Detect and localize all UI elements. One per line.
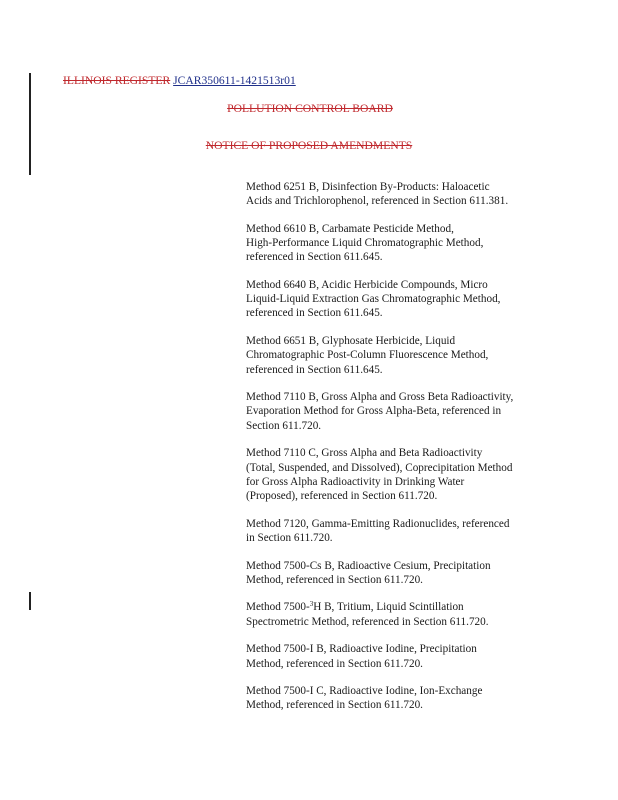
method-line: referenced in Section 611.645.: [246, 307, 383, 320]
method-line: Method, referenced in Section 611.720.: [246, 657, 423, 670]
change-bar-middle: [29, 592, 31, 610]
method-entry: [246, 446, 546, 503]
method-entry: [246, 642, 546, 670]
register-header: [63, 74, 296, 88]
method-line: Chromatographic Post-Column Fluorescence Method,: [246, 349, 489, 362]
method-line: Section 611.720.: [246, 419, 322, 432]
board-title-struck: POLLUTION CONTROL BOARD: [227, 102, 393, 115]
method-entry-tritium: [246, 600, 546, 628]
method-entry: [246, 278, 546, 321]
method-line: referenced in Section 611.645.: [246, 363, 383, 376]
method-line: Acids and Trichlorophenol, referenced in Section 611.381.: [246, 195, 509, 208]
change-bar-top: [29, 73, 31, 175]
method-line: Method 7500-Cs B, Radioactive Cesium, Precipitation: [246, 559, 491, 572]
isotope-symbol: H: [313, 601, 322, 614]
method-line: referenced in Section 611.645.: [246, 251, 383, 264]
method-line: (Total, Suspended, and Dissolved), Coprecipitation Method: [246, 461, 513, 474]
method-line: Method 7110 B, Gross Alpha and Gross Beta Radioactivity,: [246, 391, 514, 404]
method-line: Spectrometric Method, referenced in Section 611.720.: [246, 615, 489, 628]
method-line: Evaporation Method for Gross Alpha-Beta, referenced in: [246, 405, 502, 418]
method-line: Method 7120, Gamma-Emitting Radionuclides, referenced: [246, 517, 510, 530]
method-line: Method, referenced in Section 611.720.: [246, 573, 423, 586]
method-line: Liquid-Liquid Extraction Gas Chromatographic Method,: [246, 293, 501, 306]
method-entry: [246, 517, 546, 545]
register-code-inserted: JCAR350611-1421513r01: [173, 74, 296, 87]
board-header: [0, 102, 618, 116]
notice-title-struck: NOTICE OF PROPOSED AMENDMENTS: [205, 139, 413, 152]
method-line: Method 6651 B, Glyphosate Herbicide, Liquid: [246, 335, 456, 348]
method-line: Method 7500-I B, Radioactive Iodine, Precipitation: [246, 643, 477, 656]
method-line: Method 7500-I C, Radioactive Iodine, Ion-Exchange: [246, 685, 483, 698]
method-entry: [246, 334, 546, 377]
method-line: Method 6251 B, Disinfection By-Products: Haloacetic: [246, 181, 490, 193]
method-entry: [246, 684, 546, 712]
method-line: (Proposed), referenced in Section 611.720.: [246, 489, 438, 502]
method-entry: [246, 390, 546, 433]
tritium-suffix: B, Tritium, Liquid Scintillation: [321, 601, 464, 614]
method-line: in Section 611.720.: [246, 531, 333, 544]
isotope-mass-number: 3: [309, 600, 314, 609]
method-list: [246, 180, 546, 726]
register-title-struck: ILLINOIS REGISTER: [63, 74, 171, 87]
method-line: Method 6640 B, Acidic Herbicide Compounds, Micro: [246, 279, 488, 292]
method-entry: [246, 180, 546, 208]
method-entry: [246, 559, 546, 587]
method-line: Method 6610 B, Carbamate Pesticide Method,: [246, 222, 454, 235]
method-line: for Gross Alpha Radioactivity in Drinking Water: [246, 475, 465, 488]
method-line: [246, 600, 546, 614]
notice-header: [0, 139, 618, 153]
method-line: Method, referenced in Section 611.720.: [246, 699, 423, 712]
tritium-prefix: Method 7500-: [246, 601, 310, 614]
method-entry: [246, 222, 546, 265]
method-line: High-Performance Liquid Chromatographic Method,: [246, 237, 484, 250]
method-line: Method 7110 C, Gross Alpha and Beta Radioactivity: [246, 447, 483, 460]
